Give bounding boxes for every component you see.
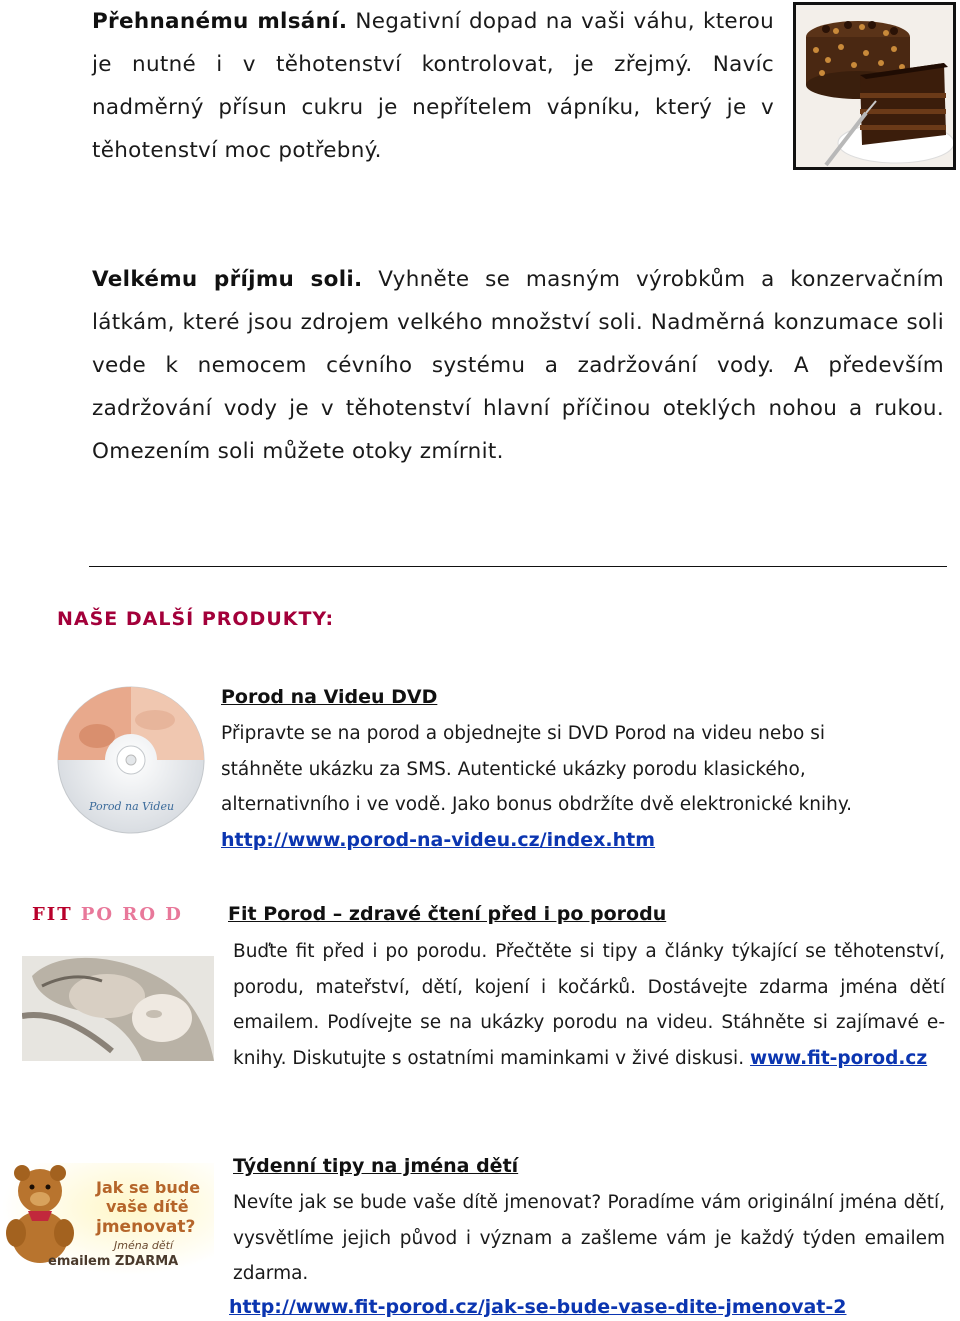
fit-logo-text-a: FIT: [32, 904, 73, 925]
teddy-img-line3: jmenovat?: [96, 1217, 196, 1237]
product-fit-title[interactable]: Fit Porod – zdravé čtení před i po porodu: [228, 903, 667, 925]
product-dvd-title[interactable]: Porod na Videu DVD: [221, 686, 438, 708]
teddy-img-line2: vaše dítě: [106, 1197, 189, 1216]
disc-label: Porod na Videu: [89, 800, 175, 813]
product-names-description: Nevíte jak se bude vaše dítě jmenovat? Poradíme vám originální jména dětí, vysvětlíme jejich původ i význam a zašleme vám je každý týden emailem zdarma.: [233, 1192, 945, 1284]
product-dvd-description: Připravte se na porod a objednejte si DVD Porod na videu nebo si stáhněte ukázku za SMS. Autentické ukázky porodu klasického, alternativního i ve vodě. Jako bonus obdržíte dvě elektronické knihy.: [221, 723, 853, 815]
products-heading: NAŠE DALŠÍ PRODUKTY:: [57, 608, 335, 630]
paragraph-sugar: [92, 0, 774, 172]
fit-logo-text-b: PO RO D: [80, 904, 183, 925]
paragraph-salt-text: Vyhněte se masným výrobkům a konzervačním látkám, které jsou zdrojem velkého množství soli. Nadměrná konzumace soli vede k nemocem cévního systému a zadržování vody. A především zadržování vody je v těhotenství hlavní příčinou oteklých nohou a rukou. Omezením soli můžete otoky zmírnit.: [92, 267, 944, 464]
cake-image: [793, 2, 956, 170]
fit-porod-logo: [32, 904, 183, 925]
mother-baby-image: [22, 956, 214, 1061]
teddy-img-line5: emailem ZDARMA: [48, 1254, 179, 1269]
product-fit-text: Buďte fit před i po porodu. Přečtěte si tipy a články týkající se těhotenství, porodu, mateřství, dětí, kojení i kočárků. Dostávejte zdarma jména dětí emailem. Podívejte se na ukázky porodu na videu. Stáhněte si zajímavé e-knihy. Diskutujte s ostatními maminkami v živé diskusi.: [233, 941, 945, 1069]
paragraph-sugar-text: Negativní dopad na vaši váhu, kterou je nutné i v těhotenství kontrolovat, je zřejmý. Navíc nadměrný přísun cukru je nepřítelem vápníku, který je v těhotenství moc potřebný.: [92, 9, 775, 163]
paragraph-sugar-bold: Přehnanému mlsání.: [92, 9, 348, 34]
product-fit-description: [233, 934, 945, 1076]
product-dvd-link[interactable]: http://www.porod-na-videu.cz/index.htm: [221, 829, 656, 851]
paragraph-salt-bold: Velkému příjmu soli.: [92, 267, 363, 292]
product-names-link[interactable]: http://www.fit-porod.cz/jak-se-bude-vase-dite-jmenovat-2: [229, 1296, 847, 1318]
teddy-img-line1: Jak se bude: [96, 1178, 201, 1197]
product-names-title[interactable]: Týdenní tipy na jména dětí: [233, 1155, 519, 1177]
teddy-img-line4: Jména dětí: [114, 1239, 174, 1252]
dvd-disc-image: [57, 686, 205, 834]
product-fit-link[interactable]: www.fit-porod.cz: [749, 1047, 928, 1069]
paragraph-salt: [92, 258, 944, 473]
teddy-names-image: [2, 1163, 214, 1275]
section-divider: [89, 566, 947, 567]
